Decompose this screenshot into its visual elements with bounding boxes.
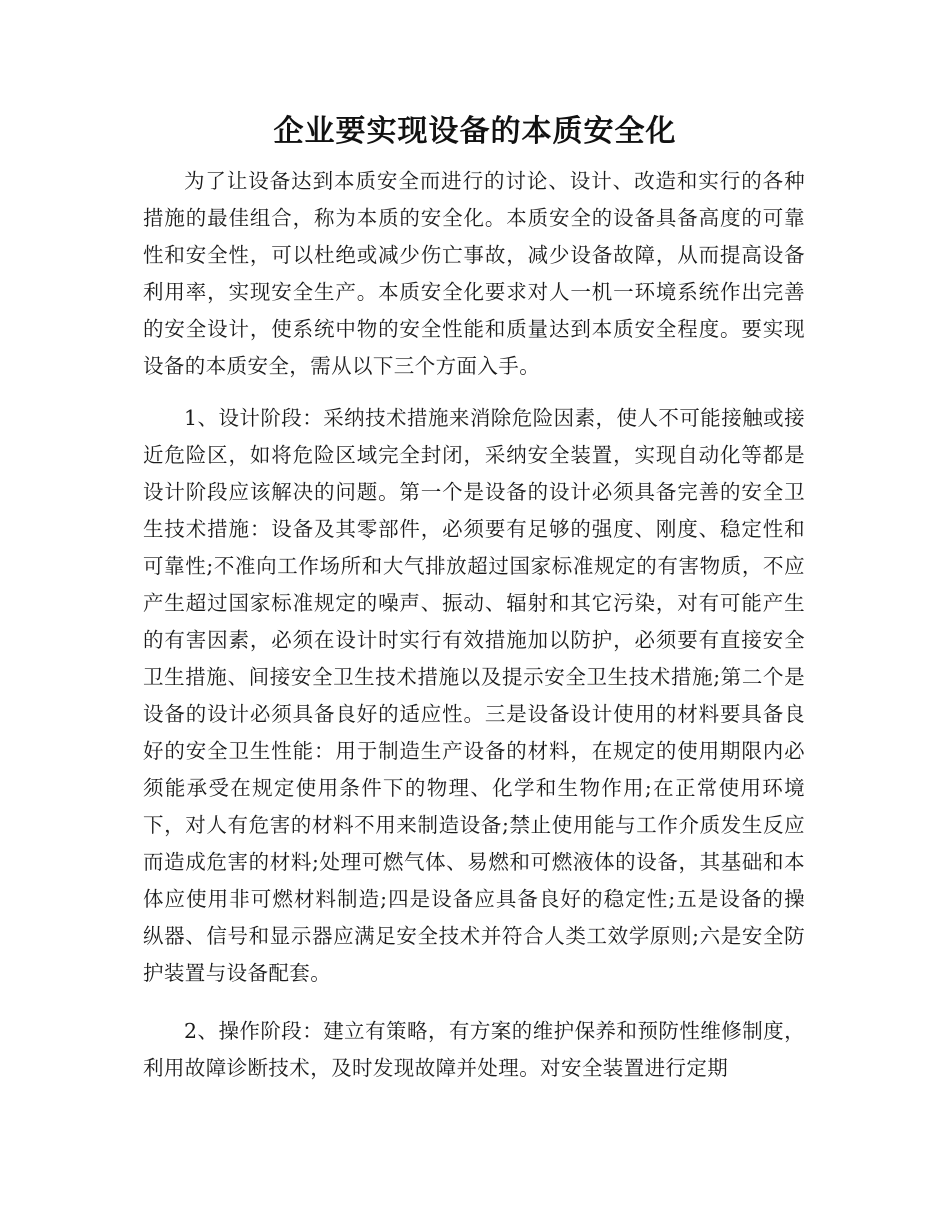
paragraph-intro: 为了让设备达到本质安全而进行的讨论、设计、改造和实行的各种措施的最佳组合，称为本质的安全化。本质安全的设备具备高度的可靠性和安全性，可以杜绝或减少伤亡事故，减少设备故障，从而提高设备利用率，实现安全生产。本质安全化要求对人一机一环境系统作出完善的安全设计，使系统中物的安全性能和质量达到本质安全程度。要实现设备的本质安全，需从以下三个方面入手。 <box>143 169 805 378</box>
paragraph-design-stage: 1、设计阶段：采纳技术措施来消除危险因素，使人不可能接触或接近危险区，如将危险区域完全封闭，采纳安全装置，实现自动化等都是设计阶段应该解决的问题。第一个是设备的设计必须具备完善的安全卫生技术措施：设备及其零部件，必须要有足够的强度、刚度、稳定性和可靠性;不准向工作场所和大气排放超过国家标准规定的有害物质，不应产生超过国家标准规定的噪声、振动、辐射和其它污染，对有可能产生的有害因素，必须在设计时实行有效措施加以防护，必须要有直接安全卫生措施、间接安全卫生技术措施以及提示安全卫生技术措施;第二个是设备的设计必须具备良好的适应性。三是设备设计使用的材料要具备良好的安全卫生性能：用于制造生产设备的材料，在规定的使用期限内必须能承受在规定使用条件下的物理、化学和生物作用;在正常使用环境下，对人有危害的材料不用来制造设备;禁止使用能与工作介质发生反应而造成危害的材料;处理可燃气体、易燃和可燃液体的设备，其基础和本体应使用非可燃材料制造;四是设备应具备良好的稳定性;五是设备的操纵器、信号和显示器应满足安全技术并符合人类工效学原则;六是安全防护装置与设备配套。 <box>143 406 805 985</box>
paragraph-operation-stage: 2、操作阶段：建立有策略，有方案的维护保养和预防性维修制度，利用故障诊断技术，及时发现故障并处理。对安全装置进行定期 <box>143 1019 805 1080</box>
document-title: 企业要实现设备的本质安全化 <box>273 114 677 149</box>
